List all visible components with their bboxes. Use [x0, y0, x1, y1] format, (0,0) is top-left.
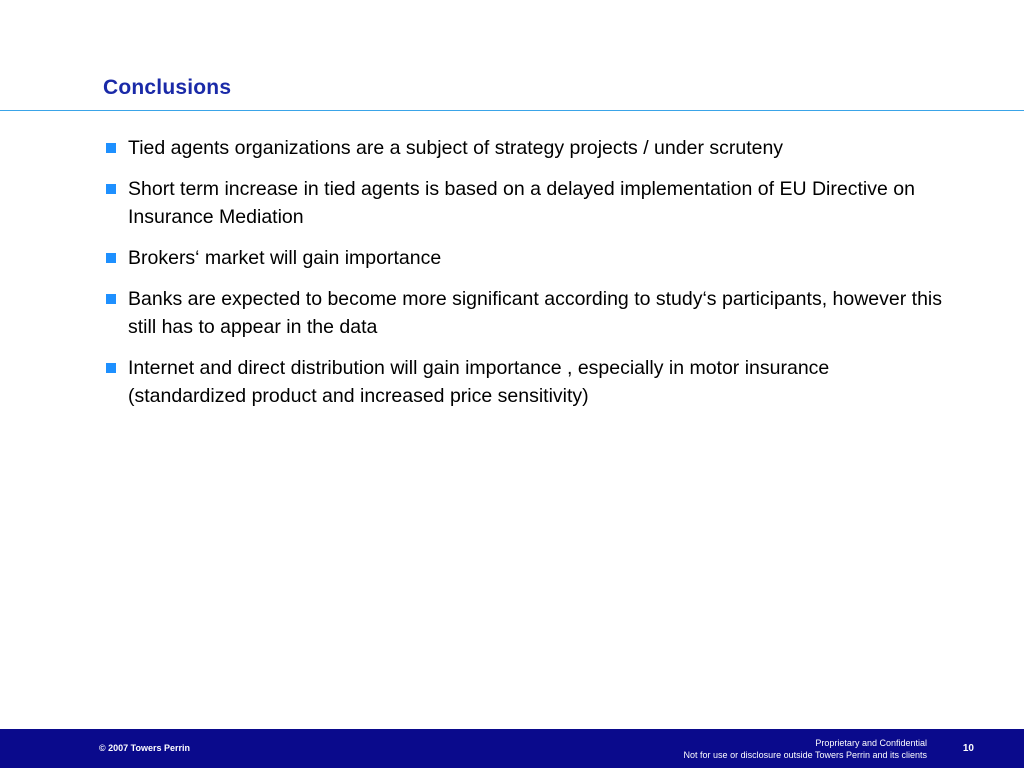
- bullet-text: Internet and direct distribution will gain importance , especially in motor insurance (standardized product and increased price sensitivity): [128, 357, 830, 407]
- bullet-text: Tied agents organizations are a subject of strategy projects / under scruteny: [128, 137, 784, 159]
- square-bullet-icon: [106, 363, 116, 373]
- square-bullet-icon: [106, 294, 116, 304]
- bullet-item: [104, 244, 944, 272]
- bullet-text: Brokers‘ market will gain importance: [128, 247, 442, 269]
- square-bullet-icon: [106, 253, 116, 263]
- footer-disclaimer: [684, 737, 927, 761]
- slide-title: Conclusions: [103, 76, 232, 99]
- title-divider: [0, 110, 1024, 111]
- bullet-item: [104, 354, 944, 410]
- page-number: 10: [962, 743, 974, 754]
- square-bullet-icon: [106, 143, 116, 153]
- footer-bar: [0, 729, 1024, 768]
- square-bullet-icon: [106, 184, 116, 194]
- bullet-item: [104, 175, 944, 231]
- bullet-item: [104, 285, 944, 341]
- bullet-text: Banks are expected to become more significant according to study‘s participants, however this still has to appear in the data: [128, 288, 943, 338]
- disclaimer-line-usage: Not for use or disclosure outside Towers Perrin and its clients: [683, 750, 927, 760]
- disclaimer-line-confidential: Proprietary and Confidential: [815, 738, 927, 748]
- bullet-text: Short term increase in tied agents is based on a delayed implementation of EU Directive on Insurance Mediation: [128, 178, 915, 228]
- bullet-item: [104, 134, 944, 162]
- footer-copyright: © 2007 Towers Perrin: [99, 743, 191, 753]
- conclusions-bullet-list: [104, 134, 944, 423]
